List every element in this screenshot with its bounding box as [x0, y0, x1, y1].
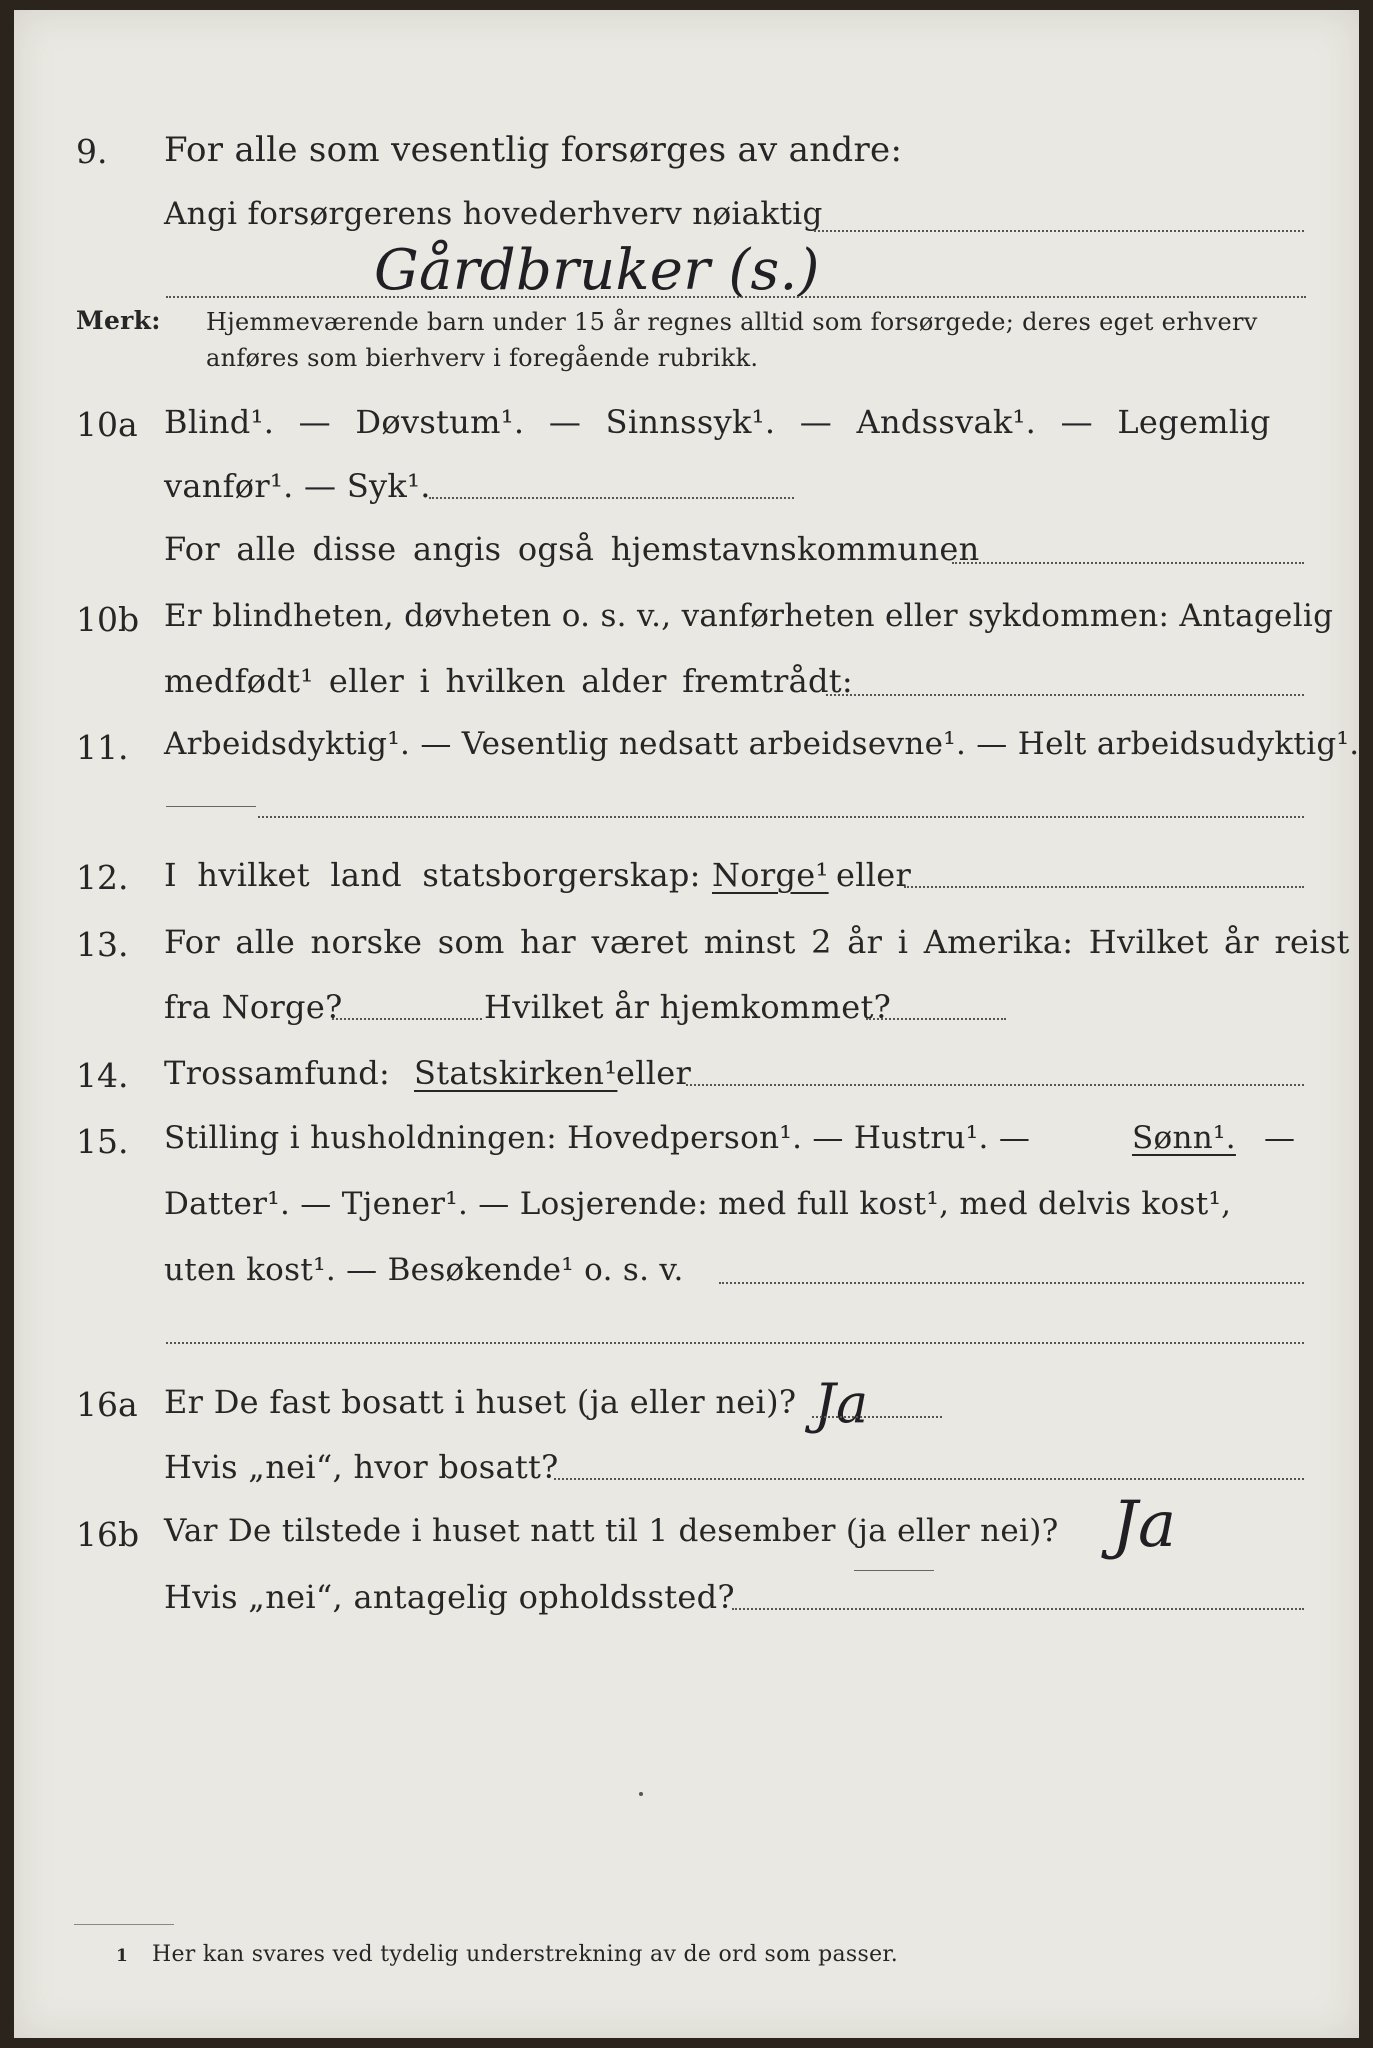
answer-line: [166, 296, 1306, 298]
question-text: Angi forsørgerens hovederhverv nøiaktig: [164, 196, 823, 232]
question-text: vanfør¹. — Syk¹.: [164, 467, 431, 505]
question-text: eller: [616, 1054, 692, 1092]
question-text: eller: [836, 856, 912, 894]
answer-line: [952, 562, 1304, 564]
footnote-rule: [74, 1924, 174, 1925]
answer-line: [166, 1342, 1304, 1344]
question-text: Er blindheten, døvheten o. s. v., vanførheten eller sykdommen: Antagelig: [164, 598, 1334, 634]
option-sonn: Sønn¹.: [1132, 1120, 1236, 1156]
answer-line: [166, 806, 256, 807]
question-text: Datter¹. — Tjener¹. — Losjerende: med full kost¹, med delvis kost¹,: [164, 1186, 1232, 1222]
handwritten-answer: Gårdbruker (s.): [374, 238, 820, 303]
question-text: Hvilket år hjemkommet?: [484, 988, 892, 1026]
question-number: 9.: [76, 132, 108, 171]
question-number: 14.: [76, 1056, 129, 1095]
answer-line: [812, 1416, 942, 1418]
handwritten-answer: Ja: [1112, 1488, 1177, 1562]
stray-mark: [639, 1792, 643, 1796]
census-form-page: [14, 10, 1359, 2038]
question-number: 16a: [76, 1385, 138, 1424]
question-text: Var De tilstede i huset natt til 1 desember (ja eller nei)?: [164, 1513, 1059, 1549]
answer-line: [554, 1478, 1304, 1480]
answer-line: [904, 886, 1304, 888]
answer-line: [866, 1018, 1006, 1020]
question-text: medfødt¹ eller i hvilken alder fremtrådt:: [164, 662, 853, 700]
note-label: Merk:: [76, 306, 161, 335]
note-text: Hjemmeværende barn under 15 år regnes alltid som forsørgede; deres eget erhverv: [206, 308, 1258, 336]
question-text: I hvilket land statsborgerskap:: [164, 856, 701, 894]
answer-line: [854, 1570, 934, 1571]
answer-line: [732, 1608, 1304, 1610]
question-number: 15.: [76, 1122, 129, 1161]
question-text: Hvis „nei“, antagelig opholdssted?: [164, 1578, 735, 1616]
answer-line: [826, 694, 1304, 696]
question-text: For alle som vesentlig forsørges av andre:: [164, 130, 903, 170]
question-text: uten kost¹. — Besøkende¹ o. s. v.: [164, 1252, 684, 1288]
question-number: 13.: [76, 925, 129, 964]
question-number: 10b: [76, 600, 140, 639]
question-text: Blind¹. — Døvstum¹. — Sinnssyk¹. — Andssvak¹. — Legemlig: [164, 403, 1271, 441]
question-text: Trossamfund:: [164, 1054, 391, 1092]
question-text: Stilling i husholdningen: Hovedperson¹. — Hustru¹. —: [164, 1120, 1031, 1156]
footnote-text: Her kan svares ved tydelig understrekning av de ord som passer.: [152, 1942, 899, 1967]
question-text: Hvis „nei“, hvor bosatt?: [164, 1448, 559, 1486]
question-number: 12.: [76, 858, 129, 897]
footnote-mark: 1: [116, 1946, 129, 1966]
note-text: anføres som bierhverv i foregående rubrikk.: [206, 344, 759, 372]
question-number: 11.: [76, 728, 129, 767]
answer-line: [686, 1084, 1304, 1086]
question-text: Arbeidsdyktig¹. — Vesentlig nedsatt arbeidsevne¹. — Helt arbeidsudyktig¹.: [164, 726, 1360, 762]
answer-line: [814, 230, 1304, 232]
handwritten-answer: Ja: [814, 1372, 869, 1435]
question-text: For alle disse angis også hjemstavnskommunen: [164, 530, 980, 568]
answer-line: [719, 1282, 1304, 1284]
question-number: 10a: [76, 405, 138, 444]
answer-line: [332, 1018, 482, 1020]
question-number: 16b: [76, 1515, 140, 1554]
answer-line: [258, 816, 1304, 818]
answer-line: [429, 497, 794, 499]
option-statskirken: Statskirken¹: [414, 1054, 618, 1092]
option-norge: Norge¹: [712, 856, 829, 894]
question-text: Er De fast bosatt i huset (ja eller nei)?: [164, 1383, 797, 1421]
question-text: For alle norske som har været minst 2 år i Amerika: Hvilket år reist: [164, 923, 1350, 961]
question-text: fra Norge?: [164, 988, 343, 1026]
question-text: —: [1264, 1120, 1296, 1156]
